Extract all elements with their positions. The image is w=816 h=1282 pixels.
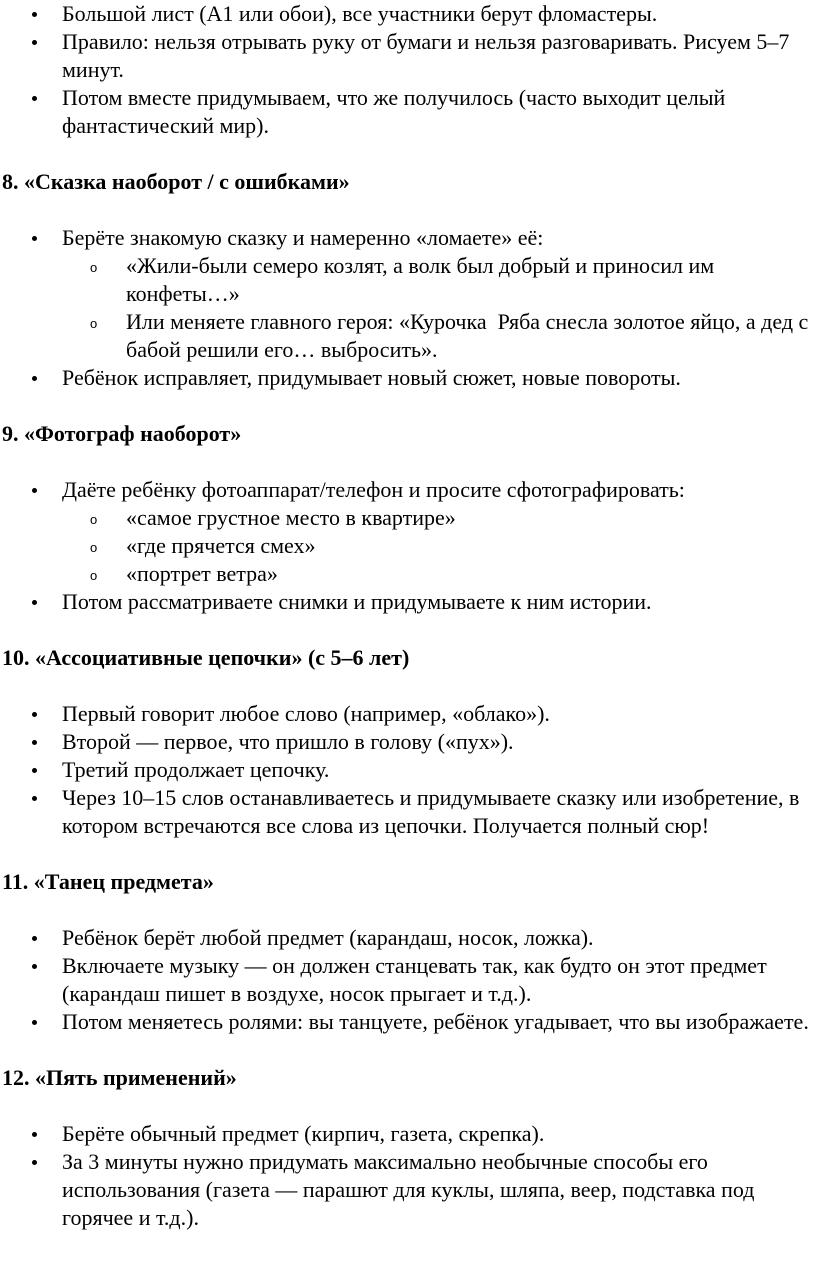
list-item: Потом рассматриваете снимки и придумываете к ним истории. bbox=[0, 588, 816, 616]
section-heading-8: 8. «Сказка наоборот / с ошибками» bbox=[2, 169, 350, 194]
list-item: Потом вместе придумываем, что же получилось (часто выходит целый фантастический мир). bbox=[0, 84, 816, 140]
section-heading-9: 9. «Фотограф наоборот» bbox=[2, 421, 242, 446]
sub-list-item: o «где прячется смех» bbox=[0, 532, 816, 560]
list-item: Включаете музыку — он должен станцевать так, как будто он этот предмет (карандаш пишет в воздухе, носок прыгает и т.д.). bbox=[0, 952, 816, 1008]
list-item: Первый говорит любое слово (например, «облако»). bbox=[0, 700, 816, 728]
list-item: За 3 минуты нужно придумать максимально необычные способы его использования (газета — парашют для куклы, шляпа, веер, подставка под горячее и т.д.). bbox=[0, 1148, 816, 1232]
section-9-list bbox=[0, 476, 816, 616]
list-item: Правило: нельзя отрывать руку от бумаги и нельзя разговаривать. Рисуем 5–7 минут. bbox=[0, 28, 816, 84]
list-item: Второй — первое, что пришло в голову («пух»). bbox=[0, 728, 816, 756]
list-item: Берёте обычный предмет (кирпич, газета, скрепка). bbox=[0, 1120, 816, 1148]
section-10-list bbox=[0, 700, 816, 840]
list-item: Ребёнок берёт любой предмет (карандаш, носок, ложка). bbox=[0, 924, 816, 952]
list-item: Третий продолжает цепочку. bbox=[0, 756, 816, 784]
list-item: Ребёнок исправляет, придумывает новый сюжет, новые повороты. bbox=[0, 364, 816, 392]
sub-list-item: o «самое грустное место в квартире» bbox=[0, 504, 816, 532]
sublist-wrapper bbox=[0, 504, 816, 588]
section-9-sublist bbox=[0, 504, 816, 588]
section-11-list bbox=[0, 924, 816, 1036]
intro-list bbox=[0, 0, 816, 140]
section-12-list bbox=[0, 1120, 816, 1232]
section-8-list bbox=[0, 224, 816, 392]
list-item: Берёте знакомую сказку и намеренно «ломаете» её: bbox=[0, 224, 816, 252]
list-item: Потом меняетесь ролями: вы танцуете, ребёнок угадывает, что вы изображаете. bbox=[0, 1008, 816, 1036]
section-heading-11: 11. «Танец предмета» bbox=[2, 869, 214, 894]
list-item: Через 10–15 слов останавливаетесь и придумываете сказку или изобретение, в котором встречаются все слова из цепочки. Получается полный сюр! bbox=[0, 784, 816, 840]
sub-list-item: o Или меняете главного героя: «Курочка Ряба снесла золотое яйцо, а дед с бабой решили его… выбросить». bbox=[0, 308, 816, 364]
sub-list-item: o «Жили-были семеро козлят, а волк был добрый и приносил им конфеты…» bbox=[0, 252, 816, 308]
sublist-wrapper bbox=[0, 252, 816, 364]
list-item: Даёте ребёнку фотоаппарат/телефон и просите сфотографировать: bbox=[0, 476, 816, 504]
section-8-sublist bbox=[0, 252, 816, 364]
section-heading-12: 12. «Пять применений» bbox=[2, 1065, 237, 1090]
sub-list-item: o «портрет ветра» bbox=[0, 560, 816, 588]
section-heading-10: 10. «Ассоциативные цепочки» (с 5–6 лет) bbox=[2, 645, 410, 670]
list-item: Большой лист (А1 или обои), все участники берут фломастеры. bbox=[0, 0, 816, 28]
